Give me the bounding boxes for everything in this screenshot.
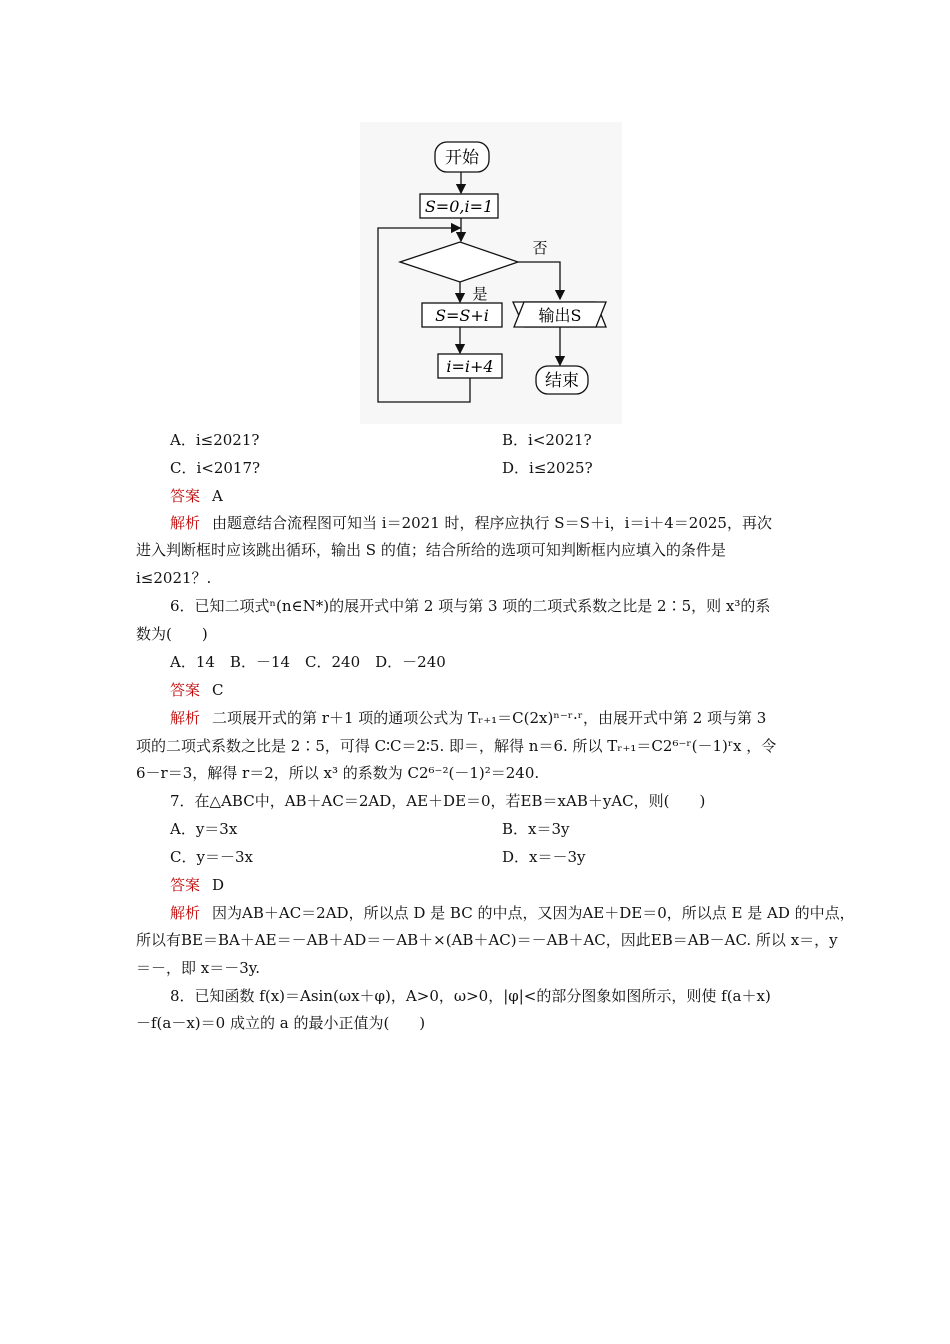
start-label: 开始: [445, 148, 479, 168]
increment-label: i=i+4: [446, 357, 494, 376]
q5-option-b: B．i<2021?: [502, 431, 592, 449]
analysis-label: 解析: [170, 514, 201, 532]
init-label: S=0,i=1: [424, 197, 494, 216]
flowchart: [360, 122, 622, 424]
q7-stem: 7．在△ABC中，AB＋AC＝2AD，AE＋DE＝0，若EB＝xAB＋yAC，则( ): [170, 792, 706, 810]
analysis-text: 由题意结合流程图可知当 i＝2021 时，程序应执行 S＝S＋i，i＝i＋4＝2025，再次: [212, 514, 772, 532]
q7-option-a: A．y＝3x: [170, 820, 238, 838]
q8-stem-line-1: 8．已知函数 f(x)＝Asin(ωx＋φ)，A>0，ω>0，|φ|<的部分图象如图所示，则使 f(a＋x): [170, 987, 771, 1005]
q6-stem-line-1: 6．已知二项式ⁿ(n∈N*)的展开式中第 2 项与第 3 项的二项式系数之比是 2∶5，则 x³的系: [170, 597, 771, 615]
q7-analysis-line-2: 所以有BE＝BA＋AE＝－AB＋AD＝－AB＋×(AB＋AC)＝－AB＋AC，因此EB＝AB－AC. 所以 x＝，y: [136, 931, 838, 949]
end-label: 结束: [545, 371, 579, 391]
q7-option-d: D．x＝－3y: [502, 848, 586, 866]
q8-stem-line-2: －f(a－x)＝0 成立的 a 的最小正值为( ): [136, 1014, 426, 1032]
q6-analysis-line-2: 项的二项式系数之比是 2∶5，可得 C∶C＝2∶5. 即＝，解得 n＝6. 所以 Tᵣ₊₁＝C2⁶⁻ʳ(－1)ʳx ，令: [136, 737, 777, 755]
analysis-label: 解析: [170, 904, 201, 922]
output-label: 输出S: [538, 306, 582, 325]
q5-option-c: C．i<2017?: [170, 459, 261, 477]
answer-label: 答案: [170, 487, 201, 505]
q5-option-a: A．i≤2021?: [170, 431, 260, 449]
q5-answer: [170, 486, 223, 506]
sum-label: S=S+i: [435, 306, 489, 325]
q6-analysis-line-3: 6－r＝3，解得 r＝2，所以 x³ 的系数为 C2⁶⁻²(－1)²＝240.: [136, 764, 540, 782]
answer-label: 答案: [170, 876, 201, 894]
yes-label: 是: [472, 285, 488, 303]
q7-answer: [170, 875, 224, 895]
analysis-text: 因为AB＋AC＝2AD，所以点 D 是 BC 的中点，又因为AE＋DE＝0，所以点 E 是 AD 的中点，: [212, 904, 855, 922]
q5-analysis-line-2: 进入判断框时应该跳出循环，输出 S 的值；结合所给的选项可知判断框内应填入的条件是: [136, 541, 726, 559]
answer-value: A: [212, 487, 223, 505]
analysis-text: 二项展开式的第 r＋1 项的通项公式为 Tᵣ₊₁＝C(2x)ⁿ⁻ʳ·ʳ，由展开式中第 2 项与第 3: [212, 709, 767, 727]
answer-value: D: [212, 876, 225, 894]
answer-value: C: [212, 681, 224, 699]
q6-analysis-line-1: [170, 708, 766, 728]
q6-stem-line-2: 数为( ): [136, 625, 208, 643]
q6-answer: [170, 680, 224, 700]
q7-analysis-line-1: [170, 903, 855, 923]
q7-option-c: C．y＝－3x: [170, 848, 253, 866]
no-label: 否: [532, 239, 548, 257]
q7-option-b: B．x＝3y: [502, 820, 570, 838]
q7-analysis-line-3: ＝－，即 x＝－3y.: [136, 959, 261, 977]
q5-option-d: D．i≤2025?: [502, 459, 593, 477]
q6-options: A．14 B．－14 C．240 D．－240: [170, 653, 446, 671]
q5-analysis-line-3: i≤2021？.: [136, 569, 212, 587]
answer-label: 答案: [170, 681, 201, 699]
q5-analysis-line-1: [170, 513, 772, 533]
analysis-label: 解析: [170, 709, 201, 727]
